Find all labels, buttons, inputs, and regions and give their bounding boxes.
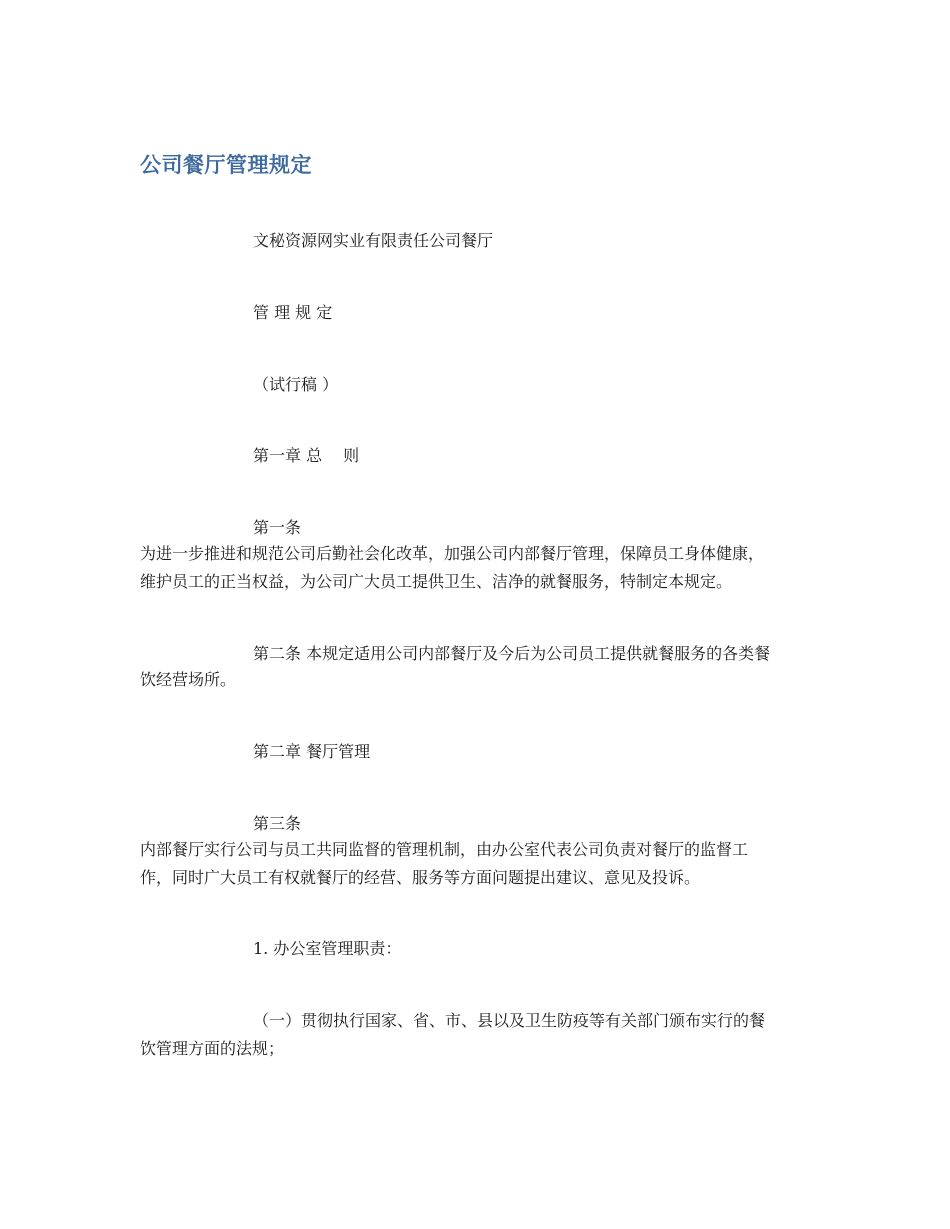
company-line: 文秘资源网实业有限责任公司餐厅 <box>253 231 494 250</box>
article-3-line-2: 作，同时广大员工有权就餐厅的经营、服务等方面问题提出建议、意见及投诉。 <box>140 868 701 887</box>
article-3-label: 第三条 <box>253 814 302 833</box>
document-title: 公司餐厅管理规定 <box>140 153 312 177</box>
article-1-line-2: 维护员工的正当权益，为公司广大员工提供卫生、洁净的就餐服务，特制定本规定。 <box>140 572 733 591</box>
item-1-heading: 1. 办公室管理职责： <box>253 939 402 958</box>
chapter-1-heading: 第一章 总 则 <box>253 446 360 465</box>
item-1-sub-1-line-2: 饮管理方面的法规； <box>140 1039 285 1058</box>
article-3-line-1: 内部餐厅实行公司与员工共同监督的管理机制，由办公室代表公司负责对餐厅的监督工 <box>140 840 749 859</box>
article-2-line-1: 第二条 本规定适用公司内部餐厅及今后为公司员工提供就餐服务的各类餐 <box>253 644 771 663</box>
article-2-line-2: 饮经营场所。 <box>140 670 237 689</box>
draft-note: （试行稿 ） <box>253 375 339 394</box>
subtitle: 管 理 规 定 <box>253 303 333 322</box>
item-1-sub-1-line-1: （一）贯彻执行国家、省、市、县以及卫生防疫等有关部门颁布实行的餐 <box>253 1011 766 1030</box>
chapter-2-heading: 第二章 餐厅管理 <box>253 742 371 761</box>
article-1-line-1: 为进一步推进和规范公司后勤社会化改革，加强公司内部餐厅管理，保障员工身体健康， <box>140 544 765 563</box>
article-1-label: 第一条 <box>253 518 302 537</box>
